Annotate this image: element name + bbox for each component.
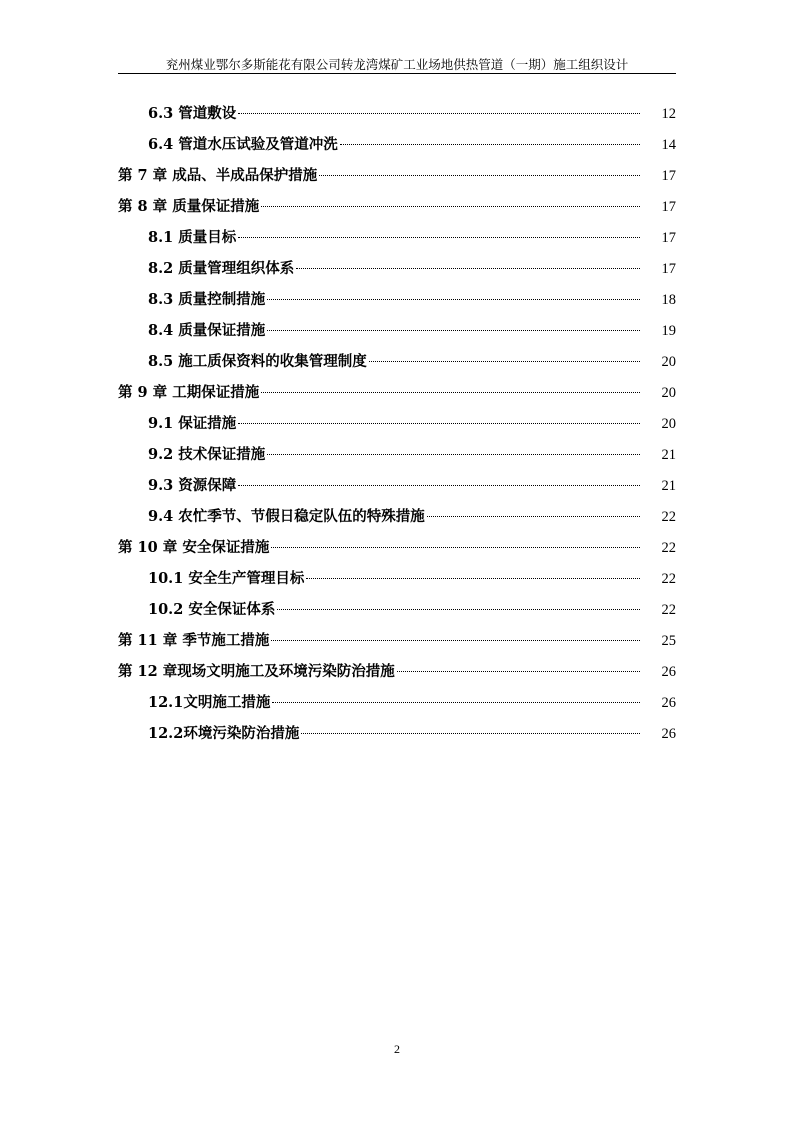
toc-dot-leader bbox=[261, 206, 640, 207]
toc-entry-page: 18 bbox=[661, 292, 676, 308]
toc-entry-number: 12.2 bbox=[148, 725, 184, 742]
toc-entry-page: 25 bbox=[661, 633, 676, 649]
toc-entry-page: 22 bbox=[661, 571, 676, 587]
toc-dot-leader bbox=[277, 609, 640, 610]
toc-entry[interactable] bbox=[118, 377, 676, 408]
toc-entry-page: 21 bbox=[661, 478, 676, 494]
toc-entry[interactable] bbox=[118, 160, 676, 191]
toc-entry-page: 17 bbox=[661, 230, 676, 246]
toc-entry[interactable] bbox=[118, 191, 676, 222]
toc-entry-title: 安全保证体系 bbox=[188, 601, 276, 618]
toc-entry-number: 9.1 bbox=[148, 415, 179, 432]
toc-entry[interactable] bbox=[118, 408, 676, 439]
toc-entry[interactable] bbox=[118, 532, 676, 563]
toc-entry-number: 第 11 章 bbox=[118, 632, 183, 649]
toc-dot-leader bbox=[319, 175, 640, 176]
toc-entry-title: 季节施工措施 bbox=[182, 632, 270, 649]
toc-entry-title: 安全生产管理目标 bbox=[188, 570, 305, 587]
toc-entry-number: 8.2 bbox=[148, 260, 179, 277]
toc-entry-title: 质量目标 bbox=[178, 229, 237, 246]
toc-entry-title: 管道水压试验及管道冲洗 bbox=[178, 136, 338, 153]
toc-entry-number: 第 7 章 bbox=[118, 167, 173, 184]
toc-entry-title: 管道敷设 bbox=[178, 105, 237, 122]
toc-entry-page: 20 bbox=[661, 354, 676, 370]
toc-dot-leader bbox=[267, 454, 640, 455]
toc-entry[interactable] bbox=[118, 718, 676, 749]
toc-entry-page: 20 bbox=[661, 416, 676, 432]
toc-entry-title: 成品、半成品保护措施 bbox=[172, 167, 318, 184]
toc-entry-page: 19 bbox=[661, 323, 676, 339]
toc-entry[interactable] bbox=[118, 315, 676, 346]
toc-dot-leader bbox=[238, 237, 640, 238]
toc-entry-page: 22 bbox=[661, 540, 676, 556]
toc-entry-number: 8.4 bbox=[148, 322, 179, 339]
toc-dot-leader bbox=[397, 671, 640, 672]
toc-dot-leader bbox=[238, 485, 640, 486]
toc-dot-leader bbox=[271, 547, 640, 548]
toc-entry-title: 农忙季节、节假日稳定队伍的特殊措施 bbox=[178, 508, 425, 525]
toc-entry[interactable] bbox=[118, 98, 676, 129]
toc-entry-page: 26 bbox=[661, 726, 676, 742]
page-header: 兖州煤业鄂尔多斯能花有限公司转龙湾煤矿工业场地供热管道（一期）施工组织设计 bbox=[165, 57, 629, 72]
toc-entry-page: 17 bbox=[661, 199, 676, 215]
toc-entry[interactable] bbox=[118, 501, 676, 532]
toc-entry-page: 20 bbox=[661, 385, 676, 401]
toc-entry-page: 14 bbox=[661, 137, 676, 153]
toc-entry-number: 9.2 bbox=[148, 446, 179, 463]
toc-entry-title: 现场文明施工及环境污染防治措施 bbox=[177, 663, 395, 680]
toc-entry[interactable] bbox=[118, 129, 676, 160]
toc-entry-title: 资源保障 bbox=[178, 477, 237, 494]
toc-entry-title: 施工质保资料的收集管理制度 bbox=[178, 353, 367, 370]
toc-entry[interactable] bbox=[118, 346, 676, 377]
toc-entry[interactable] bbox=[118, 563, 676, 594]
toc-entry-page: 22 bbox=[661, 602, 676, 618]
toc-dot-leader bbox=[340, 144, 640, 145]
toc-dot-leader bbox=[267, 330, 640, 331]
toc-entry-page: 26 bbox=[661, 664, 676, 680]
toc-entry-number: 6.3 bbox=[148, 105, 179, 122]
toc-entry-number: 6.4 bbox=[148, 136, 179, 153]
toc-entry-title: 质量保证措施 bbox=[178, 322, 266, 339]
toc-dot-leader bbox=[271, 640, 640, 641]
toc-entry-number: 8.3 bbox=[148, 291, 179, 308]
toc-entry-title: 文明施工措施 bbox=[183, 694, 271, 711]
header-rule bbox=[118, 73, 676, 74]
toc-entry[interactable] bbox=[118, 222, 676, 253]
toc-dot-leader bbox=[267, 299, 640, 300]
toc-entry-number: 8.5 bbox=[148, 353, 179, 370]
toc-dot-leader bbox=[306, 578, 640, 579]
toc-dot-leader bbox=[238, 423, 640, 424]
toc-entry-title: 保证措施 bbox=[178, 415, 237, 432]
toc-dot-leader bbox=[369, 361, 640, 362]
toc-entry-number: 第 9 章 bbox=[118, 384, 173, 401]
toc-entry-number: 第 8 章 bbox=[118, 198, 173, 215]
toc-dot-leader bbox=[427, 516, 640, 517]
toc-entry-page: 12 bbox=[661, 106, 676, 122]
toc-entry-number: 10.1 bbox=[148, 570, 189, 587]
toc-entry[interactable] bbox=[118, 594, 676, 625]
toc-entry[interactable] bbox=[118, 470, 676, 501]
toc-dot-leader bbox=[238, 113, 640, 114]
toc-entry[interactable] bbox=[118, 439, 676, 470]
toc-entry-number: 10.2 bbox=[148, 601, 189, 618]
toc-entry-title: 质量管理组织体系 bbox=[178, 260, 295, 277]
toc-dot-leader bbox=[301, 733, 640, 734]
toc-entry-page: 21 bbox=[661, 447, 676, 463]
page-number: 2 bbox=[394, 1042, 400, 1056]
toc-dot-leader bbox=[272, 702, 640, 703]
toc-entry-page: 17 bbox=[661, 261, 676, 277]
toc-entry[interactable] bbox=[118, 284, 676, 315]
table-of-contents bbox=[118, 98, 676, 749]
toc-entry-number: 第 12 章 bbox=[118, 663, 178, 680]
toc-entry[interactable] bbox=[118, 656, 676, 687]
toc-entry-title: 安全保证措施 bbox=[182, 539, 270, 556]
toc-dot-leader bbox=[296, 268, 640, 269]
toc-entry-number: 8.1 bbox=[148, 229, 179, 246]
toc-entry-title: 质量保证措施 bbox=[172, 198, 260, 215]
toc-entry-page: 17 bbox=[661, 168, 676, 184]
toc-entry-number: 第 10 章 bbox=[118, 539, 183, 556]
toc-entry-number: 12.1 bbox=[148, 694, 184, 711]
toc-entry-title: 环境污染防治措施 bbox=[183, 725, 300, 742]
toc-entry[interactable] bbox=[118, 687, 676, 718]
toc-entry-title: 质量控制措施 bbox=[178, 291, 266, 308]
toc-entry[interactable] bbox=[118, 625, 676, 656]
toc-entry-title: 技术保证措施 bbox=[178, 446, 266, 463]
toc-entry-page: 26 bbox=[661, 695, 676, 711]
toc-entry-title: 工期保证措施 bbox=[172, 384, 260, 401]
toc-dot-leader bbox=[261, 392, 640, 393]
toc-entry-number: 9.4 bbox=[148, 508, 179, 525]
toc-entry-number: 9.3 bbox=[148, 477, 179, 494]
toc-entry[interactable] bbox=[118, 253, 676, 284]
toc-entry-page: 22 bbox=[661, 509, 676, 525]
